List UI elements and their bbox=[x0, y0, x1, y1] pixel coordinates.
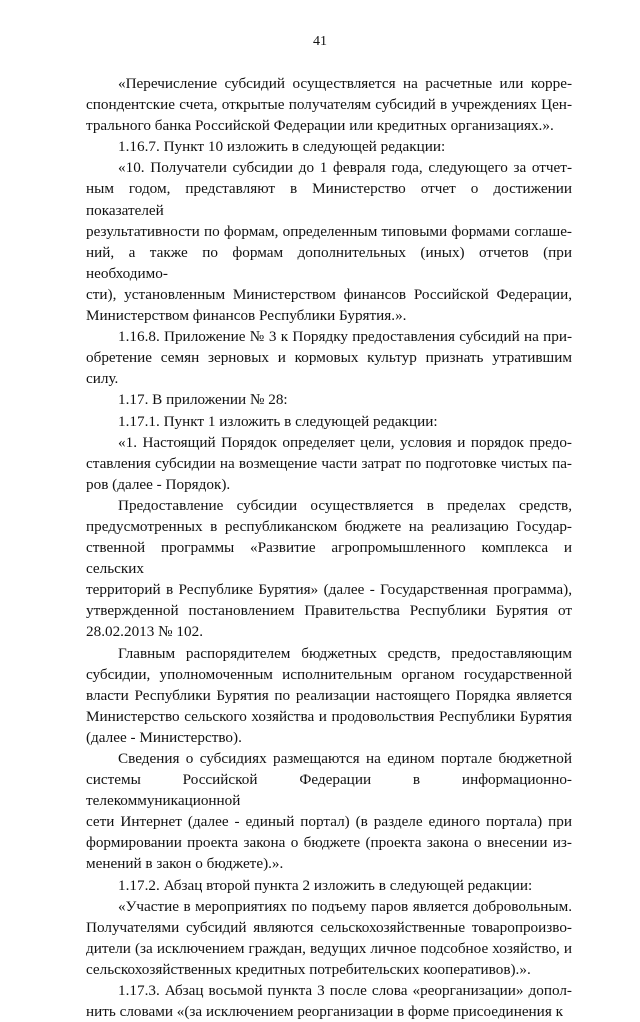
paragraph bbox=[86, 432, 572, 495]
text-line: предусмотренных в республиканском бюджете на реализацию Государ- bbox=[86, 517, 572, 535]
paragraph bbox=[86, 326, 572, 389]
page-number: 41 bbox=[313, 34, 327, 49]
text-line: Получателями субсидий являются сельскохозяйственные товаропроизво- bbox=[86, 918, 572, 936]
text-line: 28.02.2013 № 102. bbox=[86, 623, 204, 641]
text-line: «Участие в мероприятиях по подъему паров является добровольным. bbox=[118, 897, 572, 915]
paragraph bbox=[86, 136, 572, 157]
text-line: 1.17. В приложении № 28: bbox=[118, 391, 288, 409]
text-line: формировании проекта закона о бюджете (проекта закона о внесении из- bbox=[86, 834, 572, 852]
paragraph bbox=[86, 980, 572, 1022]
text-line: Главным распорядителем бюджетных средств, предоставляющим bbox=[118, 644, 572, 662]
text-line: результативности по формам, определенным типовыми формами соглаше- bbox=[86, 222, 572, 240]
text-line: 1.17.2. Абзац второй пункта 2 изложить в следующей редакции: bbox=[118, 876, 533, 894]
text-line: нить словами «(за исключением реорганизации в форме присоединения к bbox=[86, 1003, 563, 1021]
text-line: ставления субсидии на возмещение части затрат по подготовке чистых па- bbox=[86, 454, 572, 472]
text-line: менений в закон о бюджете).». bbox=[86, 855, 284, 873]
text-line: ний, а также по формам дополнительных (иных) отчетов (при необходимо- bbox=[86, 243, 572, 282]
text-line: территорий в Республике Бурятия» (далее - Государственная программа), bbox=[86, 581, 572, 599]
paragraph bbox=[86, 896, 572, 980]
text-line: власти Республики Бурятия по реализации настоящего Порядка является bbox=[86, 686, 572, 704]
text-line: обретение семян зерновых и кормовых культур признать утратившим силу. bbox=[86, 349, 572, 388]
text-line: ным годом, представляют в Министерство отчет о достижении показателей bbox=[86, 180, 572, 219]
text-line: сельскохозяйственных кредитных потребительских кооперативов).». bbox=[86, 960, 531, 978]
text-line: «Перечисление субсидий осуществляется на расчетные или корре- bbox=[118, 75, 572, 92]
document-body bbox=[86, 73, 572, 1022]
text-line: трального банка Российской Федерации или кредитных организациях.». bbox=[86, 117, 554, 135]
text-line: 1.16.8. Приложение № 3 к Порядку предоставления субсидий на при- bbox=[118, 328, 572, 346]
text-line: Министерством финансов Республики Бурятия.». bbox=[86, 307, 407, 325]
paragraph bbox=[86, 643, 572, 748]
text-line: сети Интернет (далее - единый портал) (в разделе единого портала) при bbox=[86, 813, 572, 831]
paragraph bbox=[86, 389, 572, 410]
text-line: Предоставление субсидии осуществляется в пределах средств, bbox=[118, 496, 572, 514]
text-line: дители (за исключением граждан, ведущих личное подсобное хозяйство, и bbox=[86, 939, 572, 957]
text-line: 1.17.1. Пункт 1 изложить в следующей редакции: bbox=[118, 412, 438, 430]
text-line: «10. Получатели субсидии до 1 февраля года, следующего за отчет- bbox=[118, 159, 572, 177]
text-line: 1.17.3. Абзац восьмой пункта 3 после слова «реорганизации» допол- bbox=[118, 982, 572, 1000]
text-line: субсидии, уполномоченным исполнительным органом государственной bbox=[86, 665, 572, 683]
paragraph bbox=[86, 157, 572, 326]
paragraph bbox=[86, 875, 572, 896]
text-line: утвержденной постановлением Правительства Республики Бурятия от bbox=[86, 602, 572, 620]
paragraph bbox=[86, 748, 572, 875]
paragraph bbox=[86, 411, 572, 432]
text-line: сти), установленным Министерством финансов Российской Федерации, bbox=[86, 285, 572, 303]
text-line: спондентские счета, открытые получателям субсидий в учреждениях Цен- bbox=[86, 96, 572, 114]
paragraph bbox=[86, 495, 572, 643]
paragraph bbox=[86, 73, 572, 136]
text-line: ров (далее - Порядок). bbox=[86, 475, 231, 493]
text-line: ственной программы «Развитие агропромышленного комплекса и сельских bbox=[86, 539, 572, 578]
text-line: «1. Настоящий Порядок определяет цели, условия и порядок предо- bbox=[118, 433, 572, 451]
text-line: Сведения о субсидиях размещаются на едином портале бюджетной bbox=[118, 750, 572, 767]
text-line: Министерство сельского хозяйства и продовольствия Республики Бурятия bbox=[86, 707, 572, 725]
text-line: системы Российской Федерации в информационно-телекоммуникационной bbox=[86, 771, 572, 810]
text-line: 1.16.7. Пункт 10 изложить в следующей редакции: bbox=[118, 138, 446, 156]
text-line: (далее - Министерство). bbox=[86, 728, 242, 746]
